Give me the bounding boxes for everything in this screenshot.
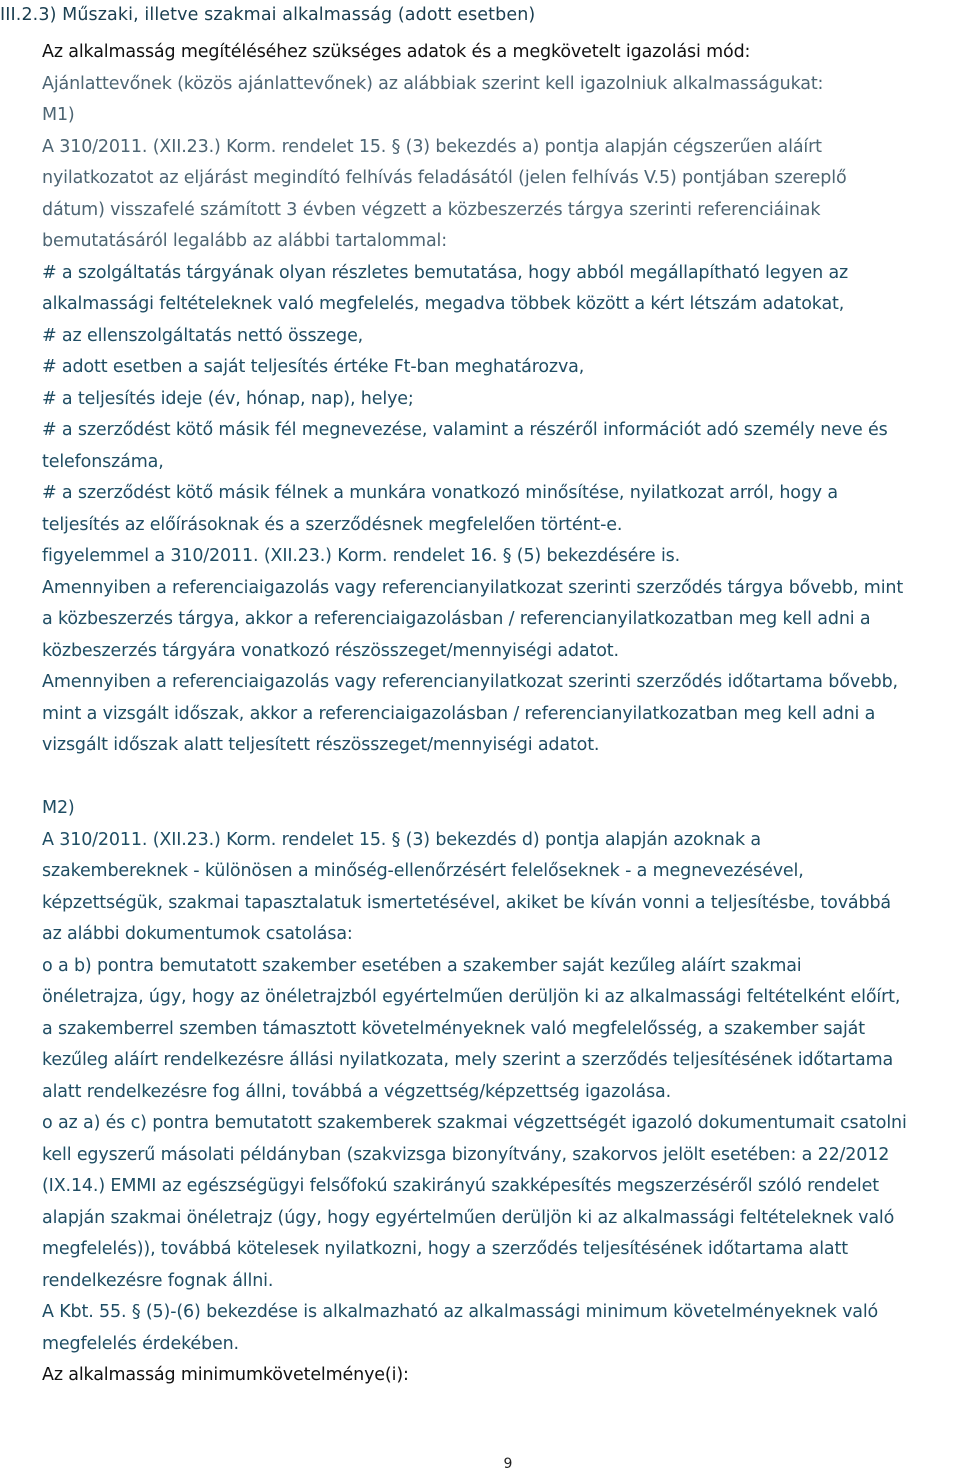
text-line: alatt rendelkezésre fog állni, továbbá a végzettség/képzettség igazolása.	[42, 1081, 672, 1102]
text-line: A 310/2011. (XII.23.) Korm. rendelet 15. § (3) bekezdés d) pontja alapján azoknak a	[42, 829, 761, 850]
text-line: dátum) visszafelé számított 3 évben végzett a közbeszerzés tárgya szerinti referenciáinak	[42, 199, 821, 220]
text-line: Az alkalmasság minimumkövetelménye(i):	[42, 1365, 409, 1385]
text-line: M1)	[42, 105, 75, 125]
text-line: Az alkalmasság megítéléséhez szükséges adatok és a megkövetelt igazolási mód:	[42, 42, 751, 62]
text-line: o a b) pontra bemutatott szakember esetében a szakember saját kezűleg aláírt szakmai	[42, 955, 802, 976]
text-line: megfelelés)), továbbá kötelesek nyilatkozni, hogy a szerződés teljesítésének időtartama alatt	[42, 1239, 848, 1259]
text-line: képzettségük, szakmai tapasztalatuk ismertetésével, akiket be kíván vonni a teljesítésbe, továbbá	[42, 892, 891, 913]
text-line: az alábbi dokumentumok csatolása:	[42, 924, 353, 944]
text-line: rendelkezésre fognak állni.	[42, 1270, 274, 1291]
text-line: a szakemberrel szemben támasztott követelményeknek való megfelelősség, a szakember saját	[42, 1018, 865, 1039]
text-line: kell egyszerű másolati példányban (szakvizsga bizonyítvány, szakorvos jelölt esetében: a 22/2012	[42, 1144, 890, 1165]
text-line: Ajánlattevőnek (közös ajánlattevőnek) az alábbiak szerint kell igazolniuk alkalmasságukat:	[42, 73, 824, 94]
section-heading: III.2.3) Műszaki, illetve szakmai alkalmasság (adott esetben)	[0, 5, 536, 25]
text-line: teljesítés az előírásoknak és a szerződésnek megfelelően történt-e.	[42, 514, 623, 535]
text-line: mint a vizsgált időszak, akkor a referenciaigazolásban / referencianyilatkozatban meg kell adni a	[42, 703, 876, 724]
page-number: 9	[503, 1456, 513, 1472]
text-line: nyilatkozatot az eljárást megindító felhívás feladásától (jelen felhívás V.5) pontjában szereplő	[42, 168, 847, 188]
text-line: megfelelés érdekében.	[42, 1333, 239, 1354]
text-line: (IX.14.) EMMI az egészségügyi felsőfokú szakirányú szakképesítés megszerzéséről szóló rendelet	[42, 1176, 879, 1196]
text-line: Amennyiben a referenciaigazolás vagy referencianyilatkozat szerinti szerződés időtartama bővebb,	[42, 672, 898, 692]
text-line: alkalmassági feltételeknek való megfelelés, megadva többek között a kért létszám adatokat,	[42, 294, 845, 314]
text-line: közbeszerzés tárgyára vonatkozó részösszeget/mennyiségi adatot.	[42, 640, 619, 661]
text-line: szakembereknek - különösen a minőség-ellenőrzésért felelőseknek - a megnevezésével,	[42, 861, 804, 881]
document-body	[42, 37, 958, 1392]
text-line: a közbeszerzés tárgya, akkor a referenciaigazolásban / referencianyilatkozatban meg kell adni a	[42, 609, 871, 629]
blank-line	[42, 762, 958, 794]
text-line: kezűleg aláírt rendelkezésre állási nyilatkozata, mely szerint a szerződés teljesítésének időtartama	[42, 1050, 894, 1070]
text-line: # a szerződést kötő másik félnek a munkára vonatkozó minősítése, nyilatkozat arról, hogy a	[42, 483, 838, 503]
text-line: # a teljesítés ideje (év, hónap, nap), helye;	[42, 388, 414, 409]
text-line: alapján szakmai önéletrajz (úgy, hogy egyértelműen derüljön ki az alkalmassági feltételeknek való	[42, 1207, 895, 1228]
text-line: önéletrajza, úgy, hogy az önéletrajzból egyértelműen derüljön ki az alkalmassági feltételként előírt,	[42, 987, 901, 1007]
text-line: # a szolgáltatás tárgyának olyan részletes bemutatása, hogy abból megállapítható legyen az	[42, 262, 849, 283]
text-line: M2)	[42, 798, 75, 818]
text-line: o az a) és c) pontra bemutatott szakemberek szakmai végzettségét igazoló dokumentumait csatolni	[42, 1113, 907, 1133]
text-line: bemutatásáról legalább az alábbi tartalommal:	[42, 231, 447, 251]
text-line: figyelemmel a 310/2011. (XII.23.) Korm. rendelet 16. § (5) bekezdésére is.	[42, 546, 681, 566]
text-line: # az ellenszolgáltatás nettó összege,	[42, 325, 364, 346]
text-line: vizsgált időszak alatt teljesített részösszeget/mennyiségi adatot.	[42, 735, 600, 755]
text-line: # a szerződést kötő másik fél megnevezése, valamint a részéről információt adó személy neve és	[42, 420, 888, 440]
text-line: Amennyiben a referenciaigazolás vagy referencianyilatkozat szerinti szerződés tárgya bővebb, mint	[42, 577, 904, 598]
text-line: telefonszáma,	[42, 451, 164, 472]
text-line: A Kbt. 55. § (5)-(6) bekezdése is alkalmazható az alkalmassági minimum követelményeknek való	[42, 1302, 879, 1322]
text-line: A 310/2011. (XII.23.) Korm. rendelet 15. § (3) bekezdés a) pontja alapján cégszerűen aláírt	[42, 136, 822, 157]
text-line: # adott esetben a saját teljesítés értéke Ft-ban meghatározva,	[42, 357, 585, 377]
